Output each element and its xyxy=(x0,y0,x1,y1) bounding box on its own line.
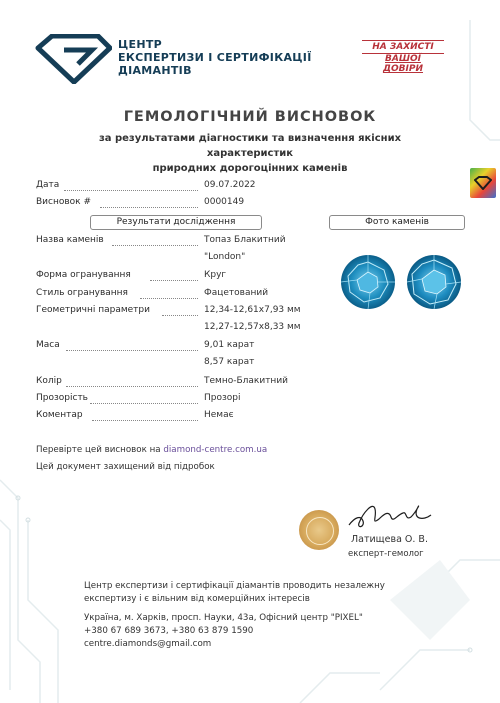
gem-photo-2 xyxy=(406,254,462,310)
leader-dots xyxy=(140,298,198,299)
subtitle-line-2: природних дорогоцінних каменів xyxy=(152,163,348,174)
report-number-label: Висновок # xyxy=(36,197,92,207)
date-value: 09.07.2022 xyxy=(204,180,256,190)
leader-dots xyxy=(112,245,198,246)
handwritten-signature xyxy=(345,495,435,535)
mass-value-1: 9,01 карат xyxy=(204,340,255,350)
subtitle-line-1: за результатами діагностики та визначення якісних характеристик xyxy=(98,133,402,159)
shape-value: Круг xyxy=(204,270,227,280)
dimensions-value-1: 12,34-12,61x7,93 мм xyxy=(204,305,301,315)
date-label: Дата xyxy=(36,180,60,190)
document-title: ГЕМОЛОГІЧНИЙ ВИСНОВОК xyxy=(123,109,377,125)
cut-style-value: Фацетований xyxy=(204,288,269,298)
leader-dots xyxy=(66,350,198,351)
protection-note: Цей документ захищений від підробок xyxy=(36,462,215,472)
verify-note xyxy=(36,445,267,455)
report-number-value: 0000149 xyxy=(204,197,245,207)
stone-name-value-2: "London" xyxy=(204,252,246,262)
footer-line-2: експертизу і є вільним від комерційних інтересів xyxy=(84,594,310,604)
org-line-3: ДІАМАНТІВ xyxy=(118,64,192,77)
leader-dots xyxy=(92,420,198,421)
leader-dots xyxy=(64,190,198,191)
slogan-line-2: ВАШОЇ xyxy=(385,54,421,64)
mass-label: Маса xyxy=(36,340,60,350)
stone-name-value-1: Топаз Блакитний xyxy=(204,235,286,245)
dimensions-value-2: 12,27-12,57x8,33 мм xyxy=(204,322,301,332)
photo-section-header: Фото каменів xyxy=(329,215,465,230)
leader-dots xyxy=(162,315,198,316)
slogan-line-1: НА ЗАХИСТІ xyxy=(362,40,444,54)
slogan-line-3: ДОВІРИ xyxy=(382,64,423,74)
diamond-logo-icon xyxy=(34,34,112,84)
document-subtitle xyxy=(90,131,410,176)
organization-name xyxy=(118,38,348,77)
results-section-header: Результати дослідження xyxy=(90,215,262,230)
clarity-value: Прозорі xyxy=(204,393,241,403)
expert-name: Латищева О. В. xyxy=(351,534,428,545)
comment-label: Коментар xyxy=(36,410,83,420)
leader-dots xyxy=(150,280,198,281)
shape-label: Форма огранування xyxy=(36,270,131,280)
org-line-2: ЕКСПЕРТИЗИ І СЕРТИФІКАЦІЇ xyxy=(118,51,312,64)
footer-phones: +380 67 689 3673, +380 63 879 1590 xyxy=(84,626,254,636)
verify-link[interactable]: diamond-centre.com.ua xyxy=(163,445,268,455)
hologram-logo-icon xyxy=(474,176,492,190)
stone-name-label: Назва каменів xyxy=(36,235,104,245)
footer-line-1: Центр експертизи і сертифікації діамантів проводить незалежну xyxy=(84,581,385,591)
leader-dots xyxy=(66,386,198,387)
footer-email[interactable]: centre.diamonds@gmail.com xyxy=(84,639,212,649)
clarity-label: Прозорість xyxy=(36,393,88,403)
leader-dots xyxy=(100,207,198,208)
slogan-logo xyxy=(362,40,444,74)
cut-style-label: Стиль огранування xyxy=(36,288,128,298)
dimensions-label: Геометричні параметри xyxy=(36,305,150,315)
mass-value-2: 8,57 карат xyxy=(204,357,255,367)
gem-photo-1 xyxy=(340,254,396,310)
leader-dots xyxy=(90,403,198,404)
color-label: Колір xyxy=(36,376,62,386)
footer-address: Україна, м. Харків, просп. Науки, 43а, Офісний центр "PIXEL" xyxy=(84,613,363,623)
verify-text: Перевірте цей висновок на xyxy=(36,445,164,455)
color-value: Темно-Блакитний xyxy=(204,376,289,386)
comment-value: Немає xyxy=(204,410,234,420)
expert-role: експерт-гемолог xyxy=(348,549,424,559)
seal-inner-ring xyxy=(306,517,334,545)
org-line-1: ЦЕНТР xyxy=(118,38,162,51)
